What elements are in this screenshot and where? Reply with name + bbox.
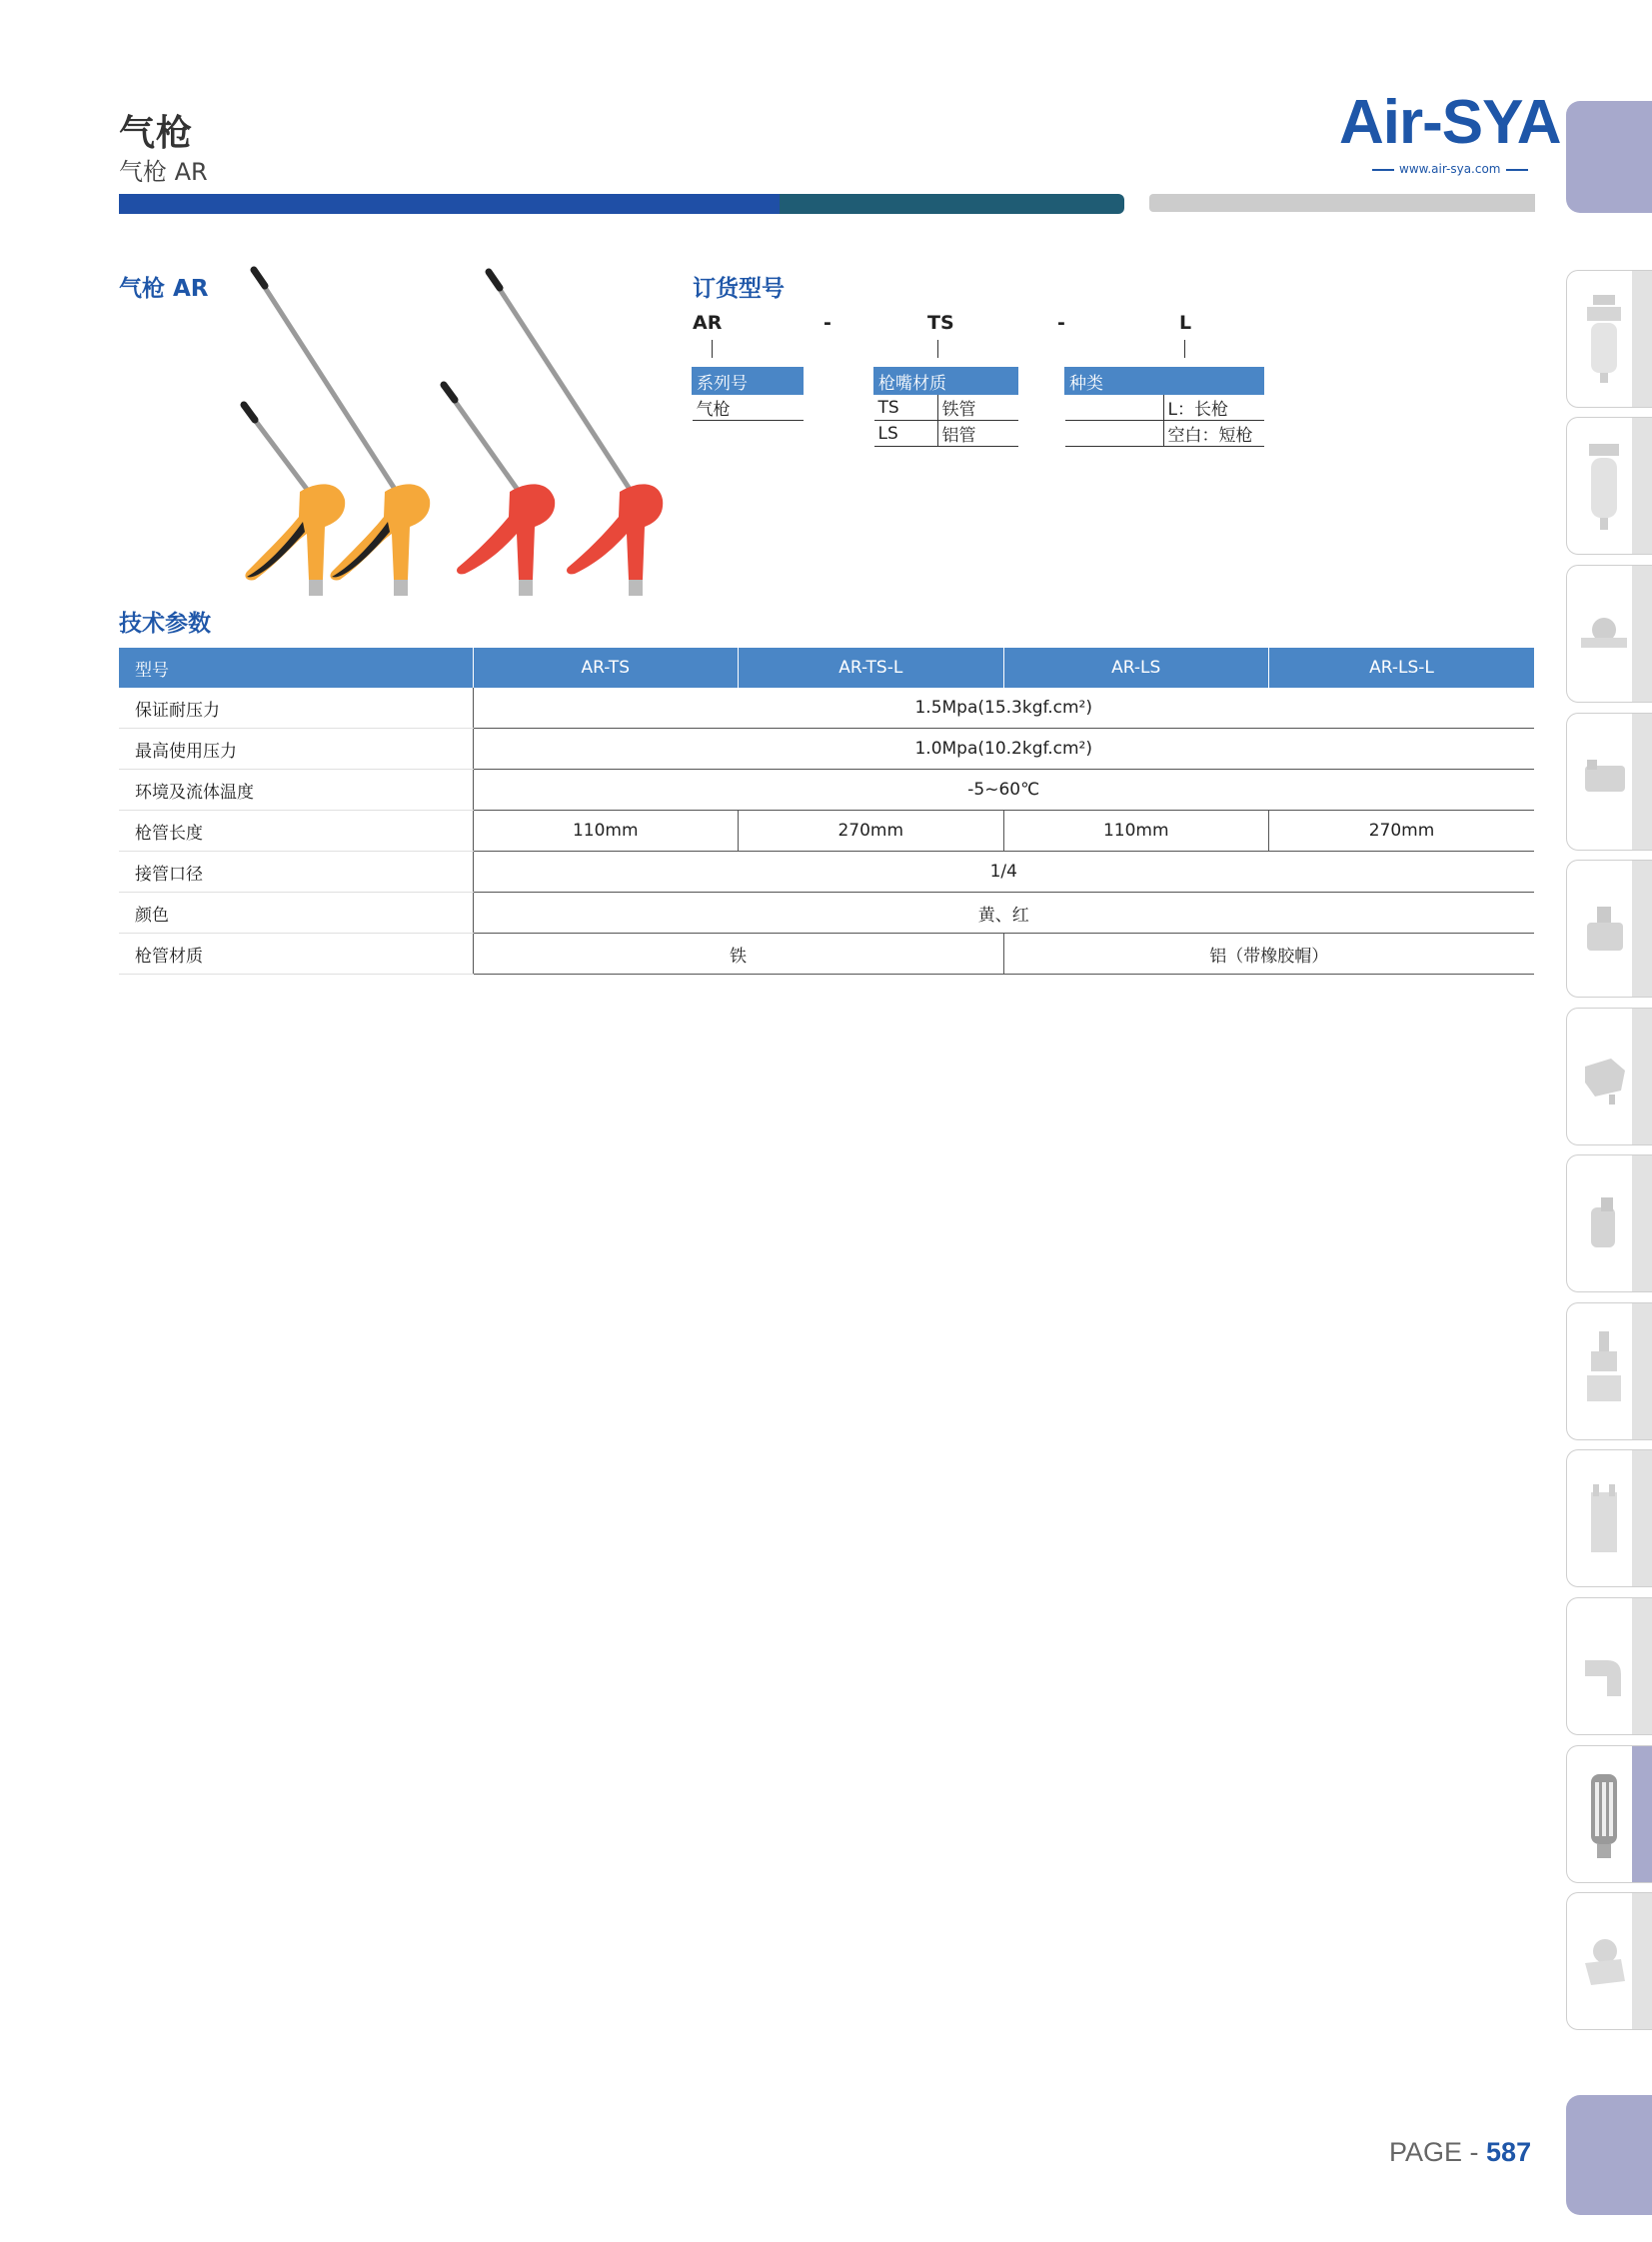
spec-cell: 1/4 [473, 852, 1534, 893]
table-row [119, 852, 1534, 893]
order-code-dash-2: - [1057, 312, 1065, 334]
spec-row-label: 最高使用压力 [119, 729, 473, 770]
side-tab-bottom[interactable] [1566, 2095, 1652, 2215]
spec-row-label: 保证耐压力 [119, 688, 473, 729]
spec-row-label: 颜色 [119, 893, 473, 934]
spec-cell: 铝（带橡胶帽） [1003, 934, 1534, 975]
page-title: 气枪 [119, 113, 194, 154]
side-tab-gauge[interactable] [1566, 565, 1652, 703]
spec-cell: 110mm [473, 811, 739, 852]
side-tab-drain[interactable] [1566, 1892, 1652, 2030]
order-code-tick [937, 340, 938, 358]
spec-row-label: 接管口径 [119, 852, 473, 893]
page-prefix: PAGE - [1389, 2137, 1487, 2167]
pump-icon [1581, 1177, 1627, 1271]
red-long-gun-illustration [489, 272, 663, 596]
header-bar-blue [119, 194, 780, 214]
table-row [119, 811, 1534, 852]
type-spacer [1065, 395, 1164, 421]
table-row [119, 688, 1534, 729]
side-tab-valve[interactable] [1566, 860, 1652, 998]
series-header: 系列号 [693, 368, 804, 395]
spec-cell: 1.5Mpa(15.3kgf.cm²) [473, 688, 1534, 729]
series-table [692, 367, 804, 421]
table-row [1065, 395, 1264, 421]
page-number [1389, 2137, 1531, 2168]
air-gun-product-image [225, 262, 665, 617]
spec-header-cell: AR-LS [1003, 648, 1269, 688]
header-bar-teal [780, 194, 1124, 214]
type-spacer [1065, 421, 1164, 447]
spec-row-label: 枪管长度 [119, 811, 473, 852]
spec-section-title: 技术参数 [119, 611, 211, 637]
table-row [874, 421, 1018, 447]
fitting-icon [1581, 736, 1627, 830]
nozzle-code: TS [874, 395, 938, 421]
spec-header-cell: AR-TS-L [739, 648, 1004, 688]
spec-header-cell: AR-LS-L [1269, 648, 1535, 688]
filter-icon [1581, 293, 1627, 387]
spec-cell: -5~60℃ [473, 770, 1534, 811]
header-bar-gray [1149, 194, 1535, 212]
nozzle-material: 铝管 [937, 421, 1018, 447]
spec-cell: 110mm [1003, 811, 1269, 852]
side-tab-fitting[interactable] [1566, 713, 1652, 851]
drain-icon [1581, 1915, 1627, 2009]
side-tab-filter[interactable] [1566, 270, 1652, 408]
table-row [1065, 421, 1264, 447]
side-tab-lubricator[interactable] [1566, 417, 1652, 555]
spec-row-label: 枪管材质 [119, 934, 473, 975]
side-tab-silencer[interactable] [1566, 1745, 1652, 1883]
order-code-tick [1184, 340, 1185, 358]
red-short-gun-illustration [444, 385, 555, 596]
side-tab-regulator[interactable] [1566, 1302, 1652, 1440]
brand-logo: Air-SYA [1339, 88, 1561, 157]
spec-table [119, 648, 1534, 975]
side-tab-top[interactable] [1566, 101, 1652, 213]
table-row [874, 395, 1018, 421]
gauge-icon [1581, 588, 1627, 682]
spec-cell: 1.0Mpa(10.2kgf.cm²) [473, 729, 1534, 770]
order-code-type: L [1179, 312, 1192, 334]
page-number-value: 587 [1486, 2137, 1532, 2167]
spec-header-row [119, 648, 1534, 688]
order-section-title: 订货型号 [693, 276, 785, 302]
silencer-icon [1581, 1768, 1627, 1862]
elbow-icon [1581, 1620, 1627, 1714]
type-table [1064, 367, 1264, 447]
nozzle-table [873, 367, 1018, 447]
spec-cell: 270mm [1269, 811, 1535, 852]
table-row [119, 770, 1534, 811]
lubricator-icon [1581, 440, 1627, 534]
order-code-dash-1: - [824, 312, 831, 334]
order-code-series: AR [693, 312, 723, 334]
type-header: 种类 [1065, 368, 1264, 395]
bracket-icon [1581, 1472, 1627, 1566]
type-option: L：长枪 [1163, 395, 1264, 421]
brand-url: www.air-sya.com [1367, 162, 1533, 176]
table-row [119, 729, 1534, 770]
page-subtitle: 气枪 AR [119, 158, 208, 186]
order-code-tick [712, 340, 713, 358]
nozzle-material: 铁管 [937, 395, 1018, 421]
type-option: 空白：短枪 [1163, 421, 1264, 447]
nozzle-code: LS [874, 421, 938, 447]
spec-header-cell: 型号 [119, 648, 473, 688]
spec-header-cell: AR-TS [473, 648, 739, 688]
series-value: 气枪 [693, 395, 804, 421]
spec-row-label: 环境及流体温度 [119, 770, 473, 811]
valve-icon [1581, 883, 1627, 977]
spec-cell: 270mm [739, 811, 1004, 852]
table-row [119, 893, 1534, 934]
regulator-icon [1581, 1325, 1627, 1419]
solenoid-icon [1581, 1031, 1627, 1124]
yellow-short-gun-illustration [244, 405, 345, 596]
side-tab-pump[interactable] [1566, 1154, 1652, 1292]
side-tab-elbow[interactable] [1566, 1597, 1652, 1735]
nozzle-header: 枪嘴材质 [874, 368, 1018, 395]
side-tab-bracket[interactable] [1566, 1449, 1652, 1587]
order-code-nozzle: TS [927, 312, 954, 334]
product-section-title: 气枪 AR [119, 276, 209, 302]
side-tab-solenoid[interactable] [1566, 1008, 1652, 1145]
table-row [119, 934, 1534, 975]
spec-cell: 黄、红 [473, 893, 1534, 934]
spec-cell: 铁 [473, 934, 1003, 975]
